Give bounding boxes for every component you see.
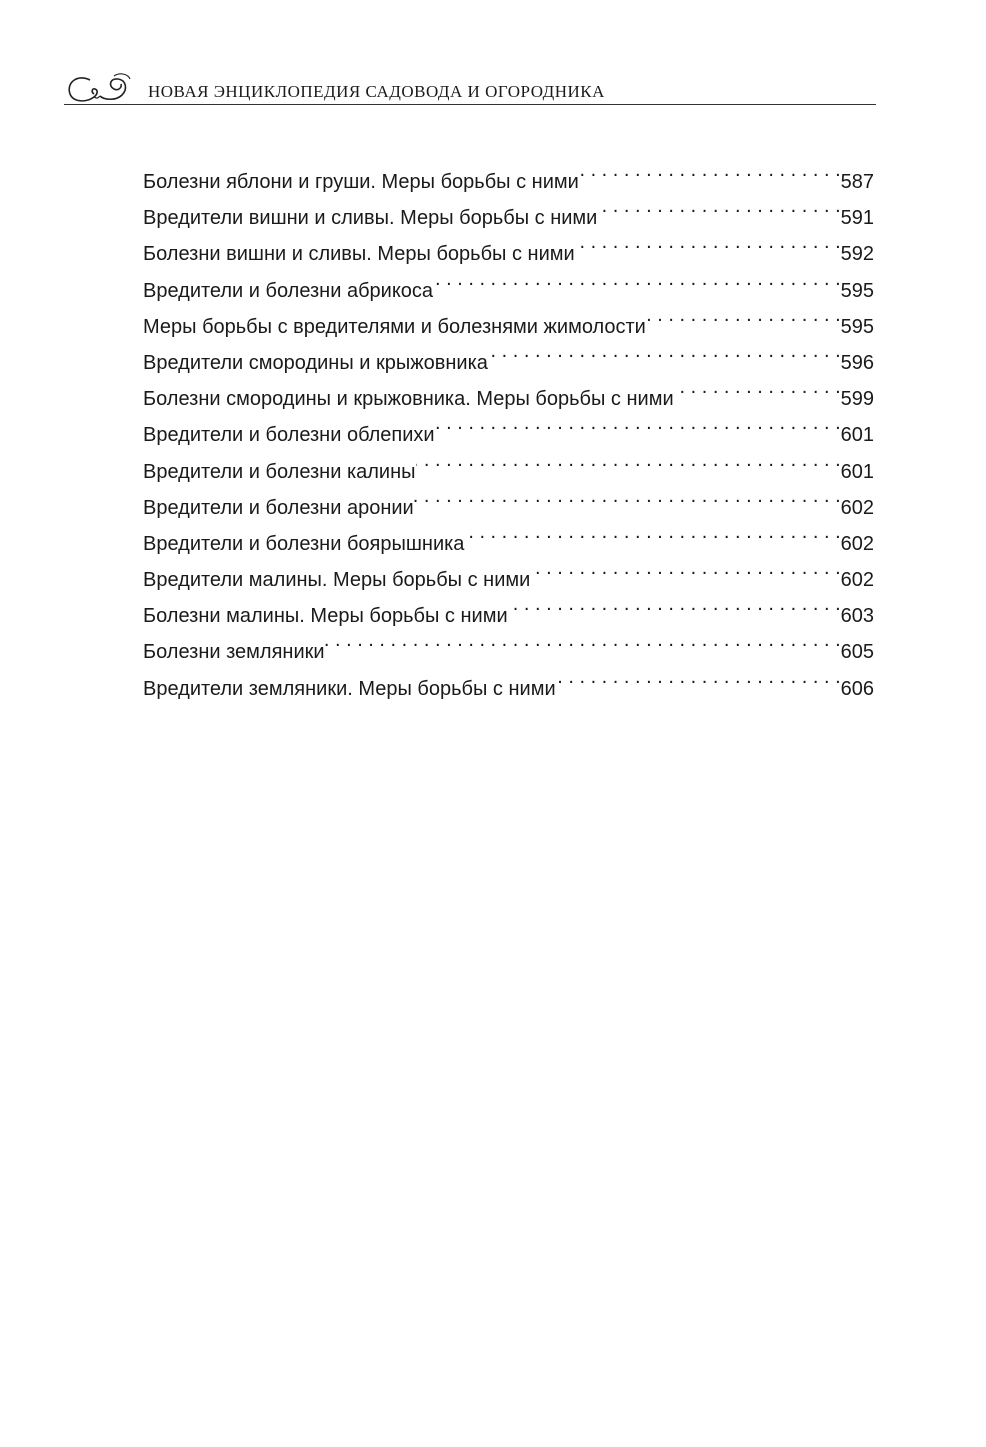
running-head-title: НОВАЯ ЭНЦИКЛОПЕДИЯ САДОВОДА И ОГОРОДНИКА xyxy=(148,82,605,101)
toc-entry-page-number: 602 xyxy=(840,496,874,519)
toc-dot-leader xyxy=(556,659,841,695)
table-of-contents xyxy=(143,152,874,700)
toc-entry-title: Вредители и болезни аронии xyxy=(143,496,414,519)
running-head xyxy=(64,70,876,106)
toc-entry-page-number: 591 xyxy=(840,207,874,230)
toc-dot-leader xyxy=(597,188,840,224)
toc-entry-page-number: 606 xyxy=(840,677,874,700)
toc-entry-title: Болезни яблони и груши. Меры борьбы с ними xyxy=(143,171,579,193)
toc-dot-leader xyxy=(464,514,840,550)
toc-dot-leader xyxy=(579,152,841,188)
toc-entry-title: Вредители и болезни боярышника xyxy=(143,532,465,555)
toc-dot-leader xyxy=(435,405,841,441)
toc-dot-leader xyxy=(325,622,841,658)
toc-entry-page-number: 605 xyxy=(840,641,874,664)
toc-entry-title: Вредители и болезни калины xyxy=(143,460,416,483)
toc-entry-page-number: 602 xyxy=(840,532,874,555)
toc-entry-page-number: 595 xyxy=(840,279,874,302)
toc-entry-title: Вредители и болезни абрикоса xyxy=(143,279,434,302)
toc-dot-leader xyxy=(646,297,841,333)
toc-dot-leader xyxy=(508,586,841,622)
toc-dot-leader xyxy=(575,224,841,260)
toc-entry-page-number: 596 xyxy=(840,351,874,374)
toc-entry-title: Болезни смородины и крыжовника. Меры борьбы с ними xyxy=(143,388,674,411)
toc-dot-leader xyxy=(433,261,841,297)
toc-entry-title: Болезни вишни и сливы. Меры борьбы с ними xyxy=(143,243,575,266)
toc-dot-leader xyxy=(674,369,841,405)
toc-entry-title: Меры борьбы с вредителями и болезнями жимолости xyxy=(143,315,646,338)
toc-dot-leader xyxy=(488,333,841,369)
toc-entry-page-number: 602 xyxy=(840,569,874,592)
toc-dot-leader xyxy=(530,550,840,586)
toc-entry-title: Вредители земляники. Меры борьбы с ними xyxy=(143,677,556,700)
toc-entry-title: Вредители смородины и крыжовника xyxy=(143,351,488,374)
toc-entry-page-number: 595 xyxy=(840,315,874,338)
toc-entry[interactable] xyxy=(143,152,874,193)
toc-entry-title: Болезни земляники xyxy=(143,641,325,664)
toc-dot-leader xyxy=(416,442,841,478)
toc-entry-page-number: 601 xyxy=(840,460,874,483)
toc-entry-page-number: 603 xyxy=(840,605,874,628)
toc-dot-leader xyxy=(414,478,841,514)
toc-entry-page-number: 592 xyxy=(840,243,874,266)
toc-entry-page-number: 601 xyxy=(840,424,874,447)
toc-entry-title: Вредители малины. Меры борьбы с ними xyxy=(143,569,531,592)
toc-entry-title: Болезни малины. Меры борьбы с ними xyxy=(143,605,508,628)
toc-entry-title: Вредители и болезни облепихи xyxy=(143,424,435,447)
toc-entry-title: Вредители вишни и сливы. Меры борьбы с ними xyxy=(143,207,598,230)
flourish-ornament-icon xyxy=(64,70,134,106)
toc-entry-page-number: 587 xyxy=(840,171,874,193)
header-divider xyxy=(64,104,876,105)
toc-entry-page-number: 599 xyxy=(840,388,874,411)
